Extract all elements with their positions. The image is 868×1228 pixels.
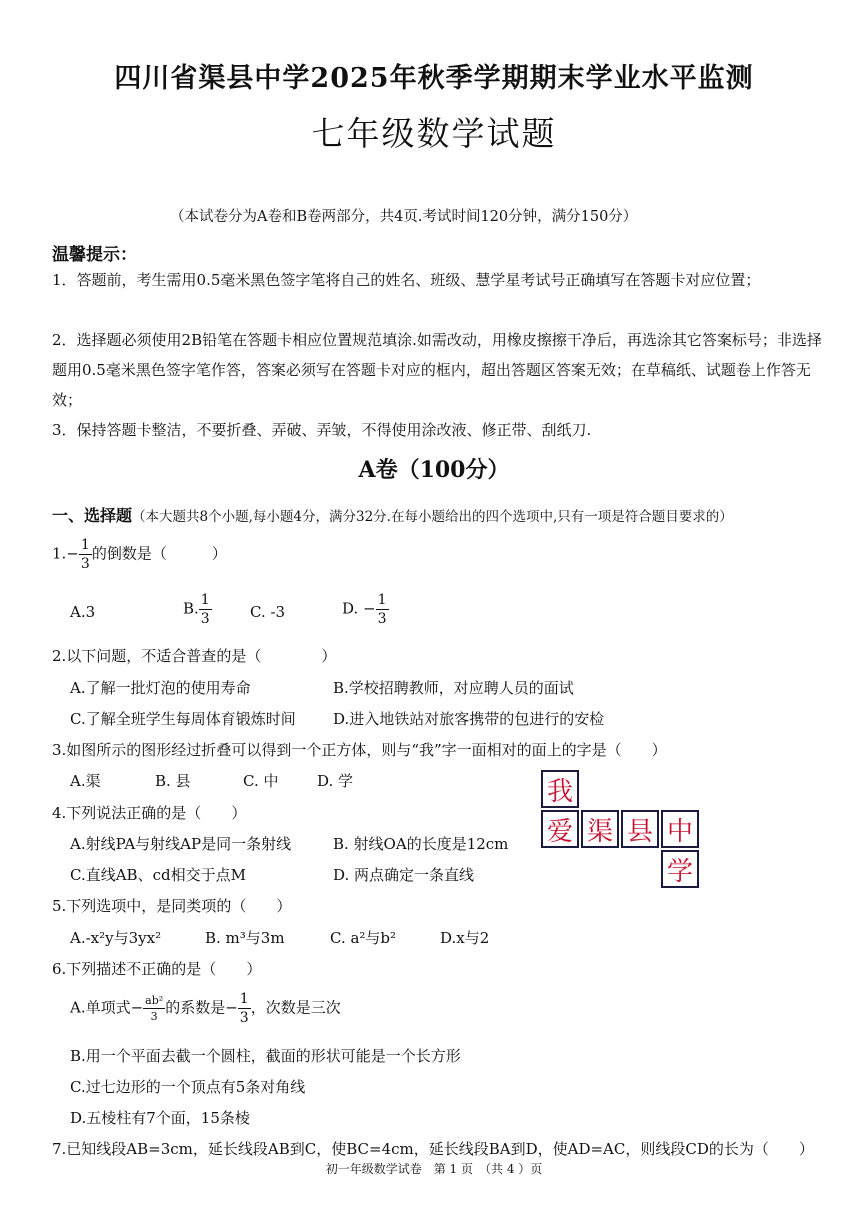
q6-coefficient-denominator: 3: [239, 1010, 249, 1026]
question-2: 2.以下问题，不适合普查的是（ ）: [52, 647, 337, 665]
q6-option-a: [70, 992, 341, 1025]
net-cell-ai: 爱: [541, 810, 579, 848]
q6-monomial-fraction: [143, 995, 165, 1022]
q1-option-c: C. -3: [250, 603, 286, 621]
q6-option-c: C.过七边形的一个顶点有5条对角线: [70, 1078, 306, 1096]
q1-numerator: 1: [80, 537, 90, 553]
q3-option-c: C. 中: [243, 772, 279, 790]
q6-coefficient-fraction: [238, 992, 251, 1025]
page-footer: 初一年级数学试卷 第 1 页 （共 4 ）页: [325, 1162, 543, 1176]
q1-option-d-denominator: 3: [377, 611, 387, 627]
exam-subtitle: 七年级数学试题: [311, 114, 557, 153]
question-4: 4.下列说法正确的是（ ）: [52, 804, 247, 822]
tip-item-3: 3．保持答题卡整洁，不要折叠、弄破、弄皱，不得使用涂改液、修正带、刮纸刀.: [52, 421, 592, 439]
q6-monomial-denominator: 3: [150, 1010, 158, 1023]
q1-option-b-numerator: 1: [200, 592, 210, 608]
q6-monomial-numerator: ab²: [145, 994, 164, 1007]
q1-denominator: 3: [80, 556, 90, 572]
q1-fraction: [79, 538, 92, 571]
q1-option-d-fraction: [376, 593, 389, 626]
question-7: 7.已知线段AB=3cm，延长线段AB到C，使BC=4cm，延长线段BA到D，使AD=AC，则线段CD的长为（ ）: [52, 1140, 814, 1158]
net-cell-xue: 学: [661, 850, 699, 888]
net-cell-xian: 县: [621, 810, 659, 848]
q6-option-b: B.用一个平面去截一个圆柱，截面的形状可能是一个长方形: [70, 1047, 461, 1065]
exam-note: （本试卷分为A卷和B卷两部分，共4页.考试时间120分钟，满分150分）: [170, 209, 638, 225]
q1-suffix: 的倒数是（ ）: [91, 544, 227, 563]
question-6: 6.下列描述不正确的是（ ）: [52, 960, 262, 978]
question-5: 5.下列选项中，是同类项的（ ）: [52, 897, 292, 915]
q3-option-a: A.渠: [70, 772, 101, 790]
q1-option-b-fraction: [199, 593, 212, 626]
q2-option-d: D.进入地铁站对旅客携带的包进行的安检: [333, 710, 605, 728]
q6-option-a-mid: 的系数是−: [165, 998, 238, 1017]
net-cell-zhong: 中: [661, 810, 699, 848]
section-1-desc: （本大题共8个小题,每小题4分，满分32分.在每小题给出的四个选项中,只有一项是符合题目要求的）: [132, 509, 733, 525]
question-1: [52, 538, 227, 571]
question-3: 3.如图所示的图形经过折叠可以得到一个正方体，则与“我”字一面相对的面上的字是（ ）: [52, 741, 667, 759]
q1-option-a: A.3: [70, 603, 96, 621]
q2-option-b: B.学校招聘教师，对应聘人员的面试: [333, 679, 574, 697]
q2-option-c: C.了解全班学生每周体育锻炼时间: [70, 710, 296, 728]
exam-title: 四川省渠县中学2025年秋季学期期末学业水平监测: [114, 63, 754, 94]
tip-item-1: 1．答题前，考生需用0.5毫米黑色签字笔将自己的姓名、班级、慧学星考试号正确填写在答题卡对应位置；: [52, 271, 761, 289]
q1-option-b-denominator: 3: [200, 611, 210, 627]
q4-option-b: B. 射线OA的长度是12cm: [333, 835, 509, 853]
section-a-heading: A卷（100分）: [358, 457, 510, 483]
q5-option-d: D.x与2: [440, 929, 490, 947]
q3-option-d: D. 学: [317, 772, 354, 790]
q4-option-d: D. 两点确定一条直线: [333, 866, 475, 884]
tips-title: 温馨提示：: [52, 245, 137, 265]
q6-coefficient-numerator: 1: [239, 991, 249, 1007]
q1-prefix: 1.−: [52, 544, 79, 563]
q1-option-d: [342, 593, 389, 626]
q2-option-a: A.了解一批灯泡的使用寿命: [70, 679, 251, 697]
net-cell-wo: 我: [541, 770, 579, 808]
q1-option-b: [183, 593, 212, 626]
q5-option-b: B. m³与3m: [205, 929, 285, 947]
section-1-heading: [52, 503, 733, 526]
q4-option-c: C.直线AB、cd相交于点M: [70, 866, 246, 884]
q5-option-c: C. a²与b²: [330, 929, 397, 947]
q4-option-a: A.射线PA与射线AP是同一条射线: [70, 835, 292, 853]
q1-option-d-numerator: 1: [377, 592, 387, 608]
tip-item-2: 2．选择题必须使用2B铅笔在答题卡相应位置规范填涂.如需改动，用橡皮擦擦干净后，再选涂其它答案标号；非选择题用0.5毫米黑色签字笔作答，答案必须写在答题卡对应的框内，超出答题区答案无效；在草稿纸、试题卷上作答无效；: [52, 331, 822, 409]
section-1-label: 一、选择题: [52, 506, 133, 525]
q1-option-d-prefix: D. −: [342, 599, 376, 618]
q6-option-a-suffix: ，次数是三次: [250, 998, 341, 1017]
q3-option-b: B. 县: [155, 772, 191, 790]
q1-option-b-prefix: B.: [183, 599, 199, 618]
q6-option-d: D.五棱柱有7个面，15条棱: [70, 1109, 250, 1127]
q5-option-a: A.-x²y与3yx²: [70, 929, 162, 947]
q6-option-a-prefix: A.单项式−: [70, 998, 144, 1017]
net-cell-qu: 渠: [581, 810, 619, 848]
